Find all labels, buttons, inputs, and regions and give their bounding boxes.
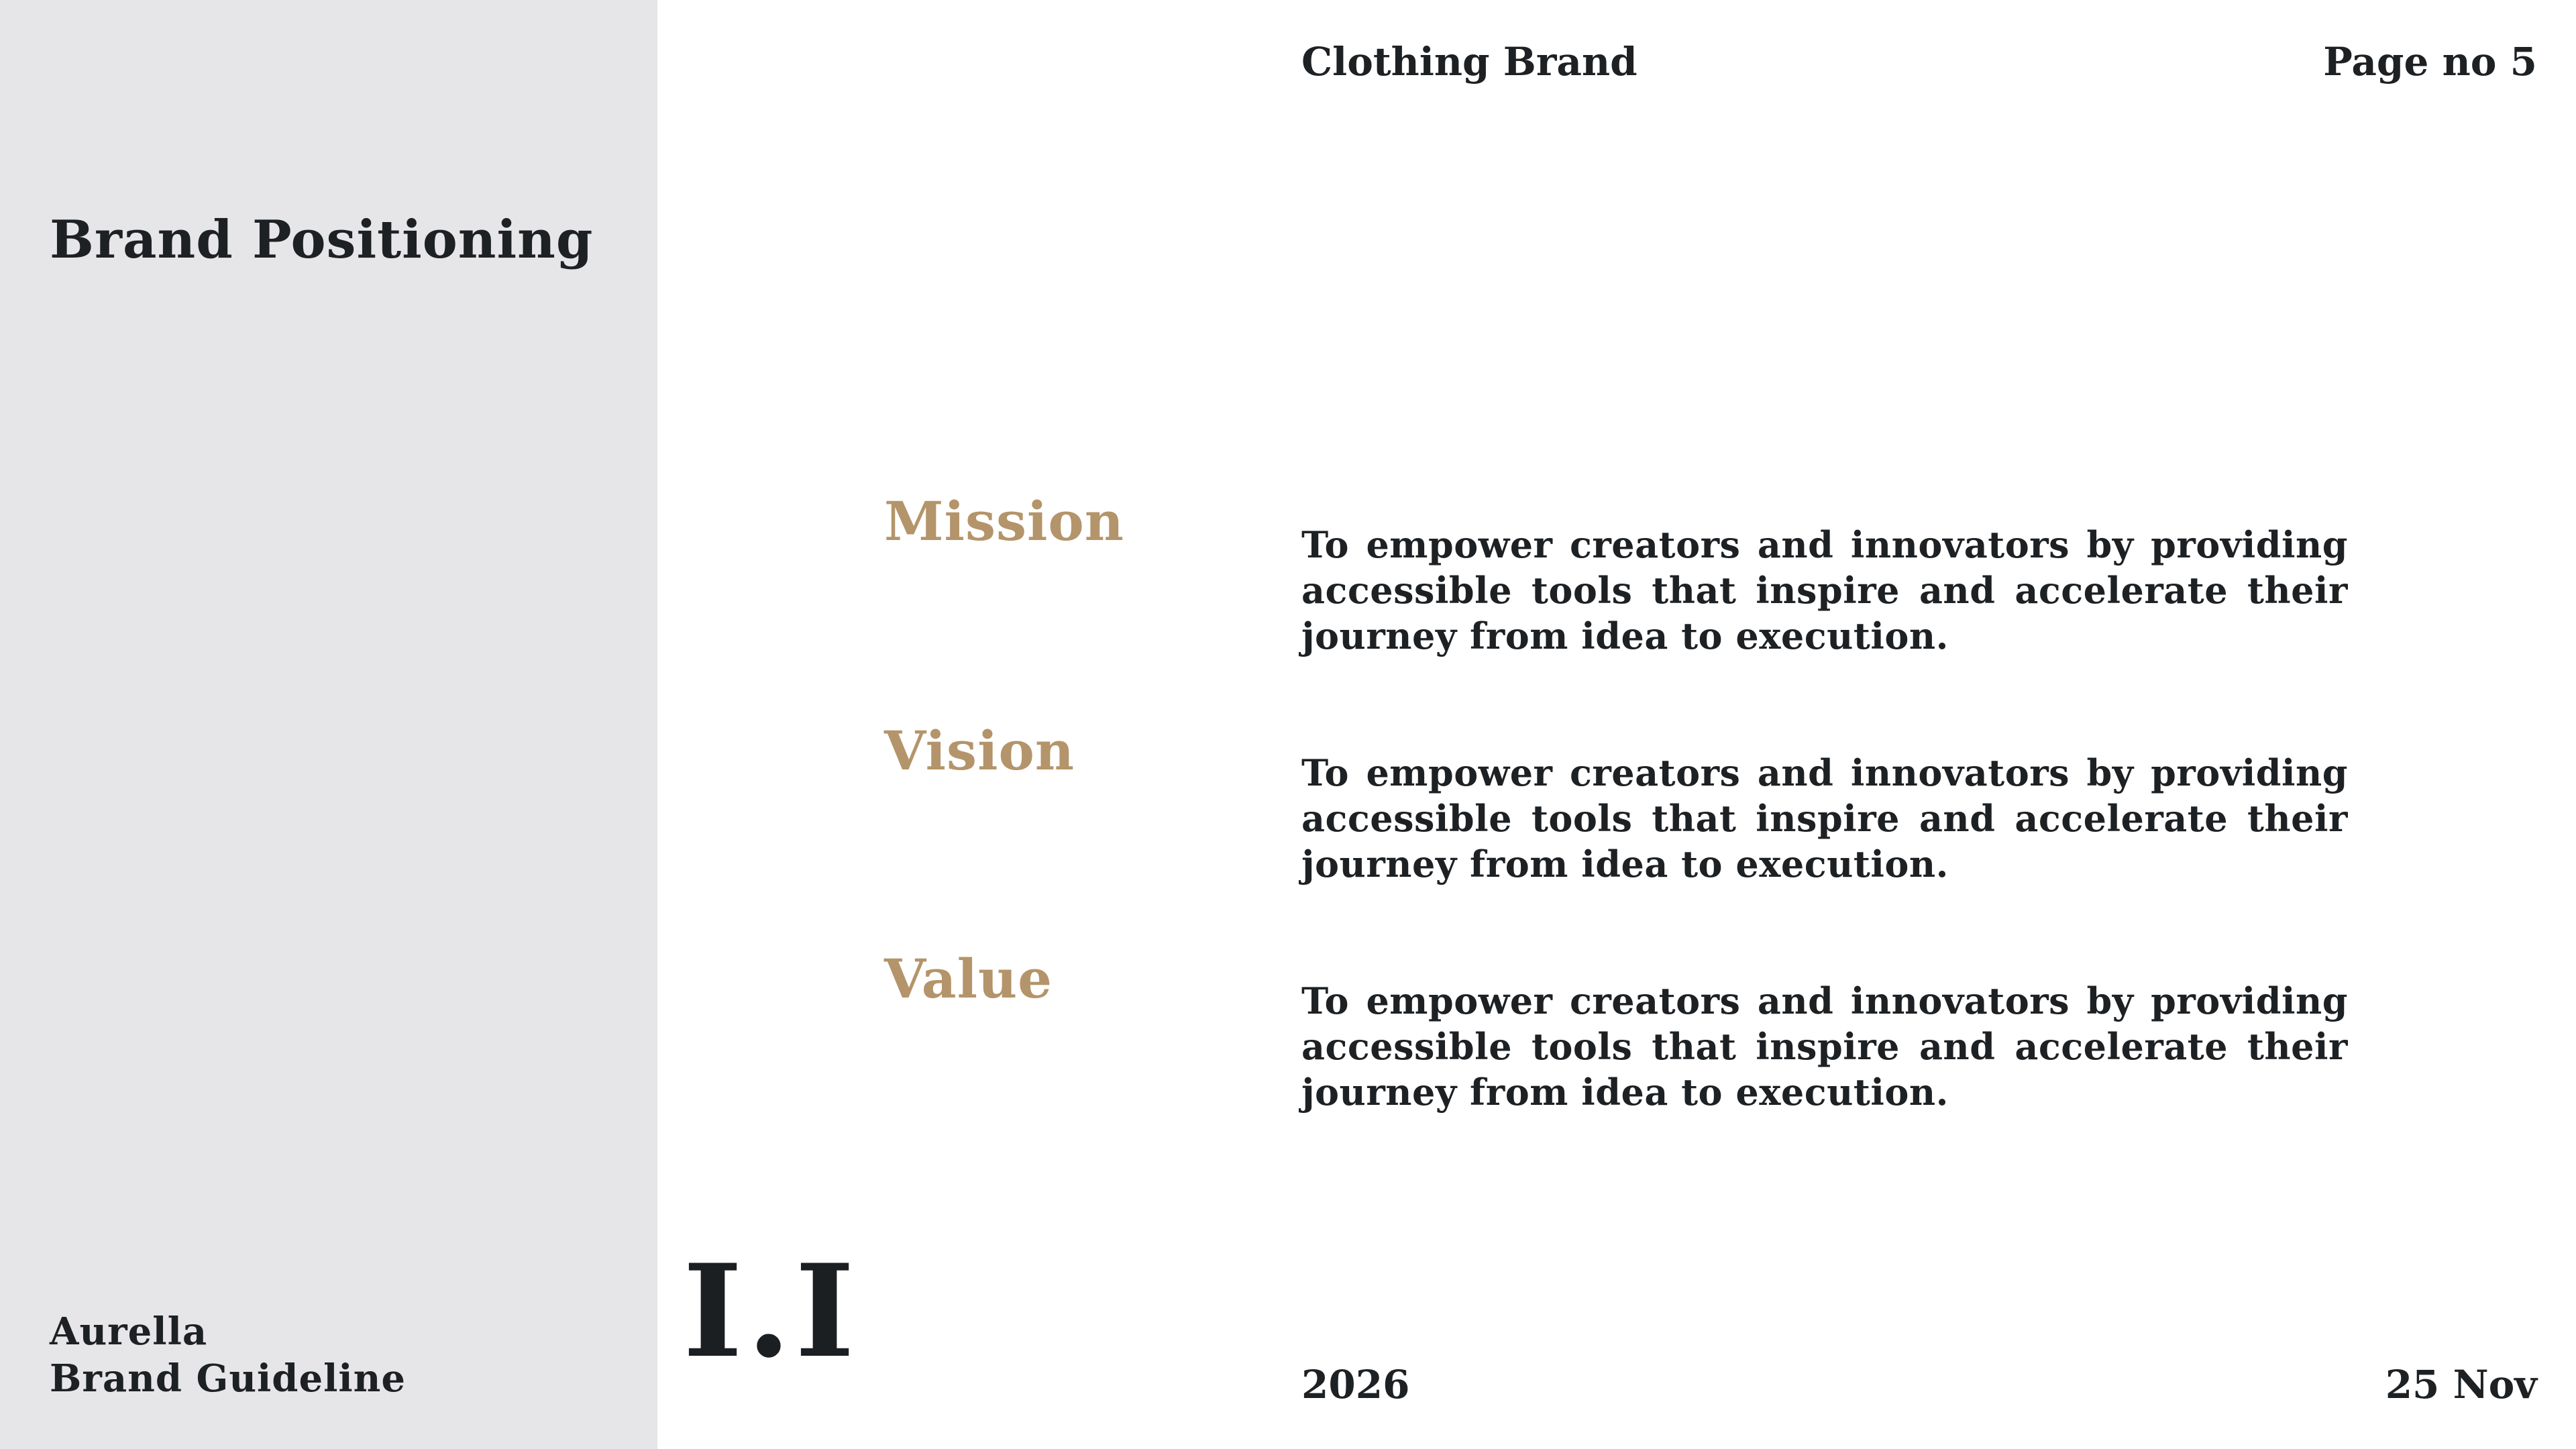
- footer-date: 25 Nov: [2385, 1362, 2537, 1407]
- footer-year: 2026: [1301, 1362, 1410, 1407]
- brand-subtitle: Brand Guideline: [50, 1356, 406, 1401]
- vision-heading: Vision: [884, 719, 1075, 782]
- mission-text: To empower creators and innovators by providing accessible tools that inspire and accelerate their journey from idea to execution.: [1301, 523, 2348, 657]
- brand-name: Aurella: [50, 1309, 208, 1354]
- vision-text: To empower creators and innovators by providing accessible tools that inspire and accelerate their journey from idea to execution.: [1301, 751, 2348, 885]
- chapter-number: I.I: [683, 1236, 859, 1386]
- document-title: Clothing Brand: [1301, 39, 1638, 85]
- sidebar-panel: [0, 0, 657, 1449]
- mission-heading: Mission: [884, 490, 1124, 553]
- brand-block: [50, 1308, 406, 1402]
- value-text: To empower creators and innovators by providing accessible tools that inspire and accelerate their journey from idea to execution.: [1301, 979, 2348, 1114]
- section-title: Brand Positioning: [50, 209, 594, 270]
- page-number: Page no 5: [2323, 39, 2537, 85]
- value-heading: Value: [884, 947, 1053, 1010]
